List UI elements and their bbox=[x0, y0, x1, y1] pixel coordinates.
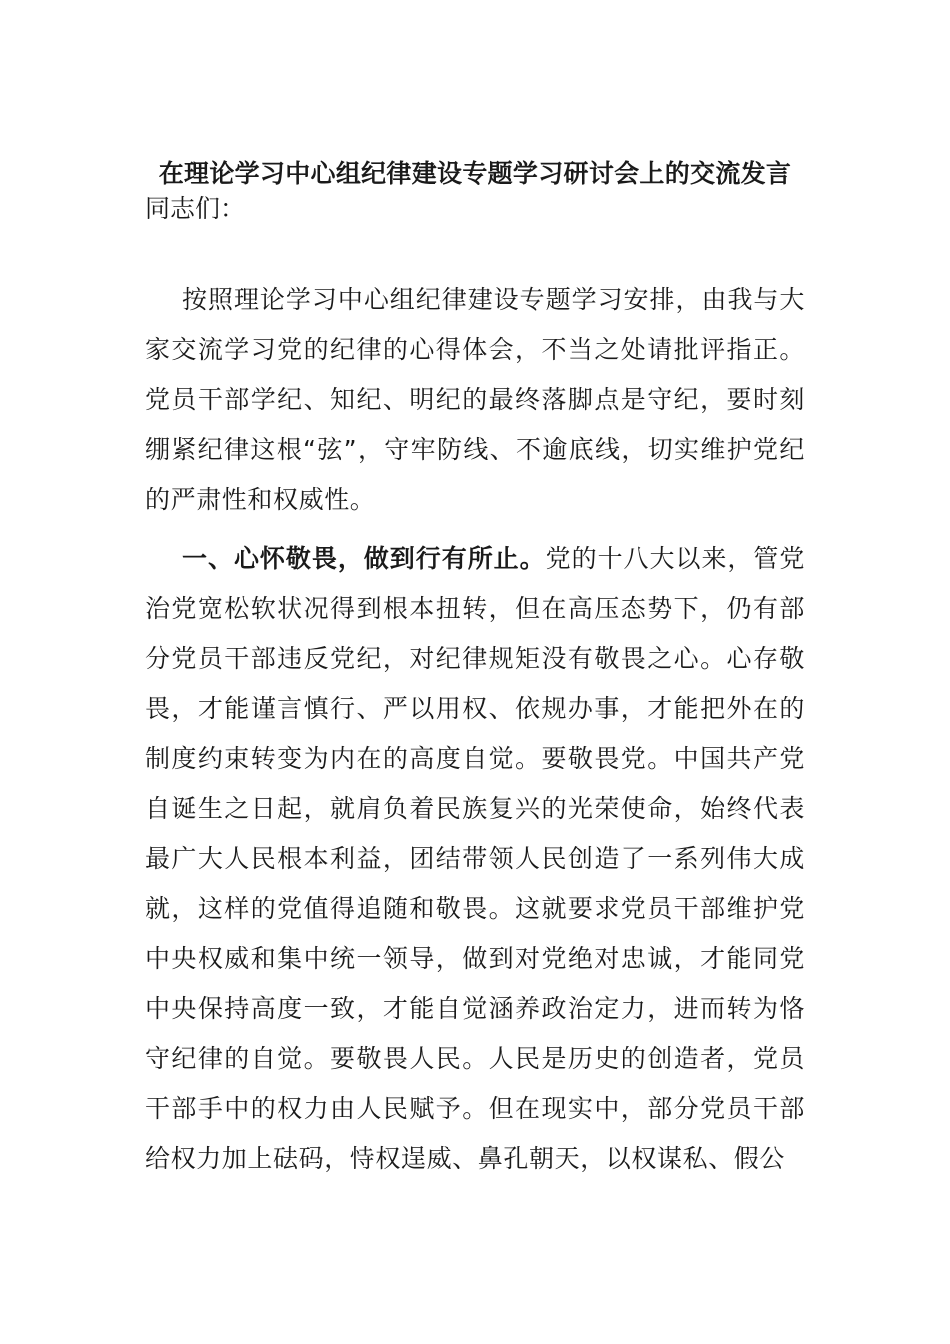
body-paragraph bbox=[145, 534, 805, 1184]
body-paragraph bbox=[145, 275, 805, 525]
paragraph-text: 按照理论学习中心组纪律建设专题学习安排，由我与大家交流学习党的纪律的心得体会，不当之处请批评指正。党员干部学纪、知纪、明纪的最终落脚点是守纪，要时刻绷紧纪律这根“弦”，守牢防线、不逾底线，切实维护党纪的严肃性和权威性。 bbox=[145, 285, 805, 514]
salutation: 同志们： bbox=[145, 194, 246, 223]
document-title: 在理论学习中心组纪律建设专题学习研讨会上的交流发言 bbox=[158, 159, 792, 188]
paragraph-text: 党的十八大以来，管党治党宽松软状况得到根本扭转，但在高压态势下，仍有部分党员干部违反党纪，对纪律规矩没有敬畏之心。心存敬畏，才能谨言慎行、严以用权、依规办事，才能把外在的制度约束转变为内在的高度自觉。要敬畏党。中国共产党自诞生之日起，就肩负着民族复兴的光荣使命，始终代表最广大人民根本利益，团结带领人民创造了一系列伟大成就，这样的党值得追随和敬畏。这就要求党员干部维护党中央权威和集中统一领导，做到对党绝对忠诚，才能同党中央保持高度一致，才能自觉涵养政治定力，进而转为恪守纪律的自觉。要敬畏人民。人民是历史的创造者，党员干部手中的权力由人民赋予。但在现实中，部分党员干部给权力加上砝码，恃权逞威、鼻孔朝天，以权谋私、假公 bbox=[145, 544, 805, 1173]
section-heading: 一、心怀敬畏，做到行有所止。 bbox=[182, 544, 546, 573]
